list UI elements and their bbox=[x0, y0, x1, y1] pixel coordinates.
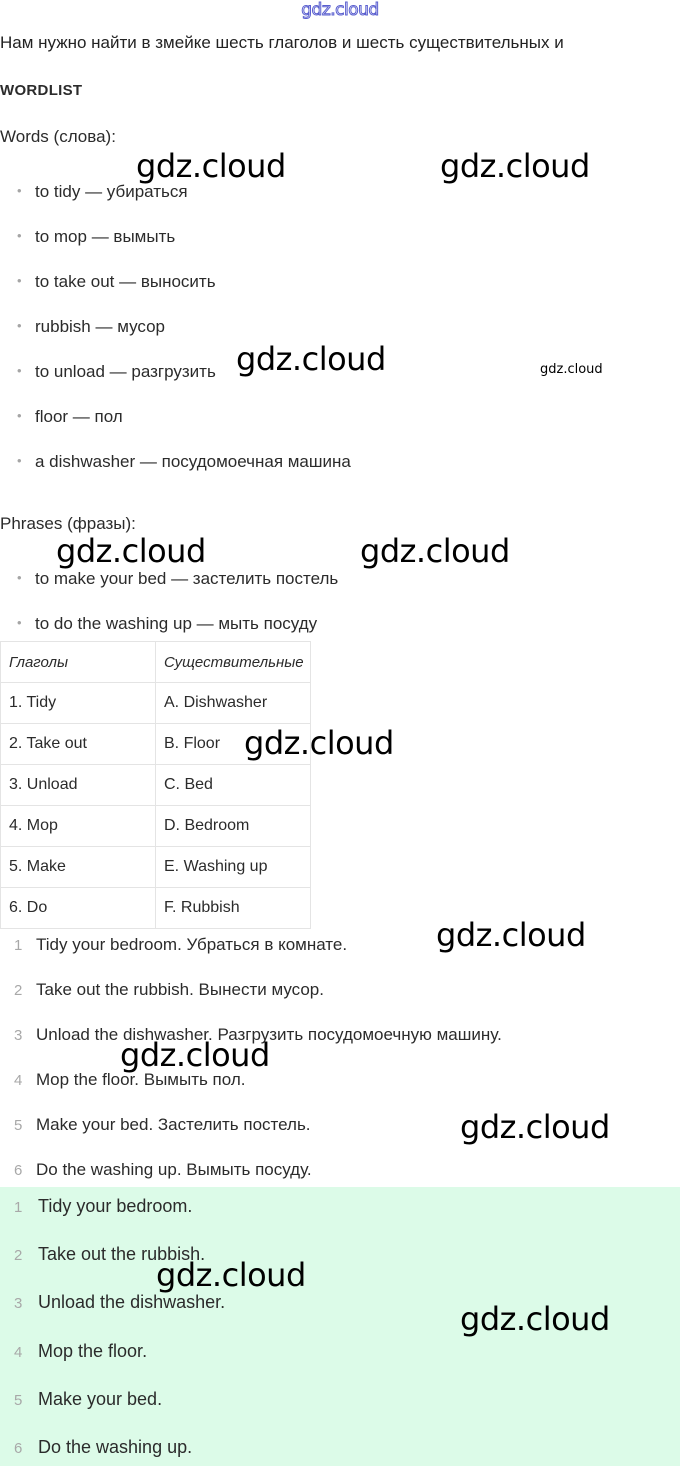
phrases-label: Phrases (фразы): bbox=[0, 514, 136, 533]
matching-table bbox=[0, 641, 311, 929]
table-header-row bbox=[1, 642, 311, 683]
list-item: 1 Tidy your bedroom. Убраться в комнате. bbox=[14, 935, 348, 954]
list-item: 6 Do the washing up. Вымыть посуду. bbox=[14, 1160, 312, 1179]
watermark: gdz.cloud bbox=[136, 147, 286, 185]
intro-text: Нам нужно найти в змейке шесть глаголов и шесть существительных и bbox=[0, 33, 564, 52]
table-cell: C. Bed bbox=[156, 765, 311, 806]
list-item: 2 Take out the rubbish. bbox=[14, 1244, 206, 1264]
list-item: • a dishwasher — посудомоечная машина bbox=[17, 452, 351, 471]
table-cell: 4. Mop bbox=[1, 806, 156, 847]
table-cell: A. Dishwasher bbox=[156, 683, 311, 724]
list-item: 1 Tidy your bedroom. bbox=[14, 1196, 193, 1216]
watermark: gdz.cloud bbox=[156, 1256, 306, 1294]
column-header-nouns: Существительные bbox=[156, 642, 311, 683]
watermark: gdz.cloud bbox=[460, 1108, 610, 1146]
list-item: 3 Unload the dishwasher. Разгрузить посудомоечную машину. bbox=[14, 1025, 502, 1044]
table-cell: B. Floor bbox=[156, 724, 311, 765]
table-cell: 5. Make bbox=[1, 847, 156, 888]
list-item: • floor — пол bbox=[17, 407, 123, 426]
list-item: 4 Mop the floor. Вымыть пол. bbox=[14, 1070, 246, 1089]
table-row bbox=[1, 683, 311, 724]
list-item: • to unload — разгрузить bbox=[17, 362, 216, 381]
watermark: gdz.cloud bbox=[440, 147, 590, 185]
table-cell: D. Bedroom bbox=[156, 806, 311, 847]
list-item: • to make your bed — застелить постель bbox=[17, 569, 339, 588]
intro-clip bbox=[0, 64, 680, 78]
wordlist-heading: WORDLIST bbox=[0, 82, 83, 99]
watermark: gdz.cloud bbox=[56, 532, 206, 570]
column-header-verbs: Глаголы bbox=[1, 642, 156, 683]
watermark: gdz.cloud bbox=[120, 1036, 270, 1074]
list-item: 2 Take out the rubbish. Вынести мусор. bbox=[14, 980, 324, 999]
table-cell: 3. Unload bbox=[1, 765, 156, 806]
list-item: 5 Make your bed. Застелить постель. bbox=[14, 1115, 311, 1134]
table-cell: E. Washing up bbox=[156, 847, 311, 888]
table-row bbox=[1, 765, 311, 806]
list-item: 4 Mop the floor. bbox=[14, 1341, 148, 1361]
table-row bbox=[1, 806, 311, 847]
words-label: Words (слова): bbox=[0, 127, 116, 146]
list-item: 5 Make your bed. bbox=[14, 1389, 163, 1409]
table-row bbox=[1, 847, 311, 888]
table-cell: F. Rubbish bbox=[156, 888, 311, 929]
watermark: gdz.cloud bbox=[436, 916, 586, 954]
watermark: gdz.cloud bbox=[460, 1300, 610, 1338]
list-item: • rubbish — мусор bbox=[17, 317, 165, 336]
list-item: • to do the washing up — мыть посуду bbox=[17, 614, 318, 633]
watermark: gdz.cloud bbox=[236, 340, 386, 378]
list-item: • to tidy — убираться bbox=[17, 182, 188, 201]
list-item: • to mop — вымыть bbox=[17, 227, 176, 246]
list-item: 3 Unload the dishwasher. bbox=[14, 1292, 226, 1312]
table-cell: 2. Take out bbox=[1, 724, 156, 765]
list-item: 6 Do the washing up. bbox=[14, 1437, 193, 1457]
watermark: gdz.cloud bbox=[360, 532, 510, 570]
table-cell: 1. Tidy bbox=[1, 683, 156, 724]
list-item: • to take out — выносить bbox=[17, 272, 216, 291]
table-row bbox=[1, 888, 311, 929]
watermark: gdz.cloud bbox=[540, 362, 603, 377]
site-logo: gdz.cloud bbox=[301, 0, 379, 20]
table-cell: 6. Do bbox=[1, 888, 156, 929]
watermark: gdz.cloud bbox=[244, 724, 394, 762]
